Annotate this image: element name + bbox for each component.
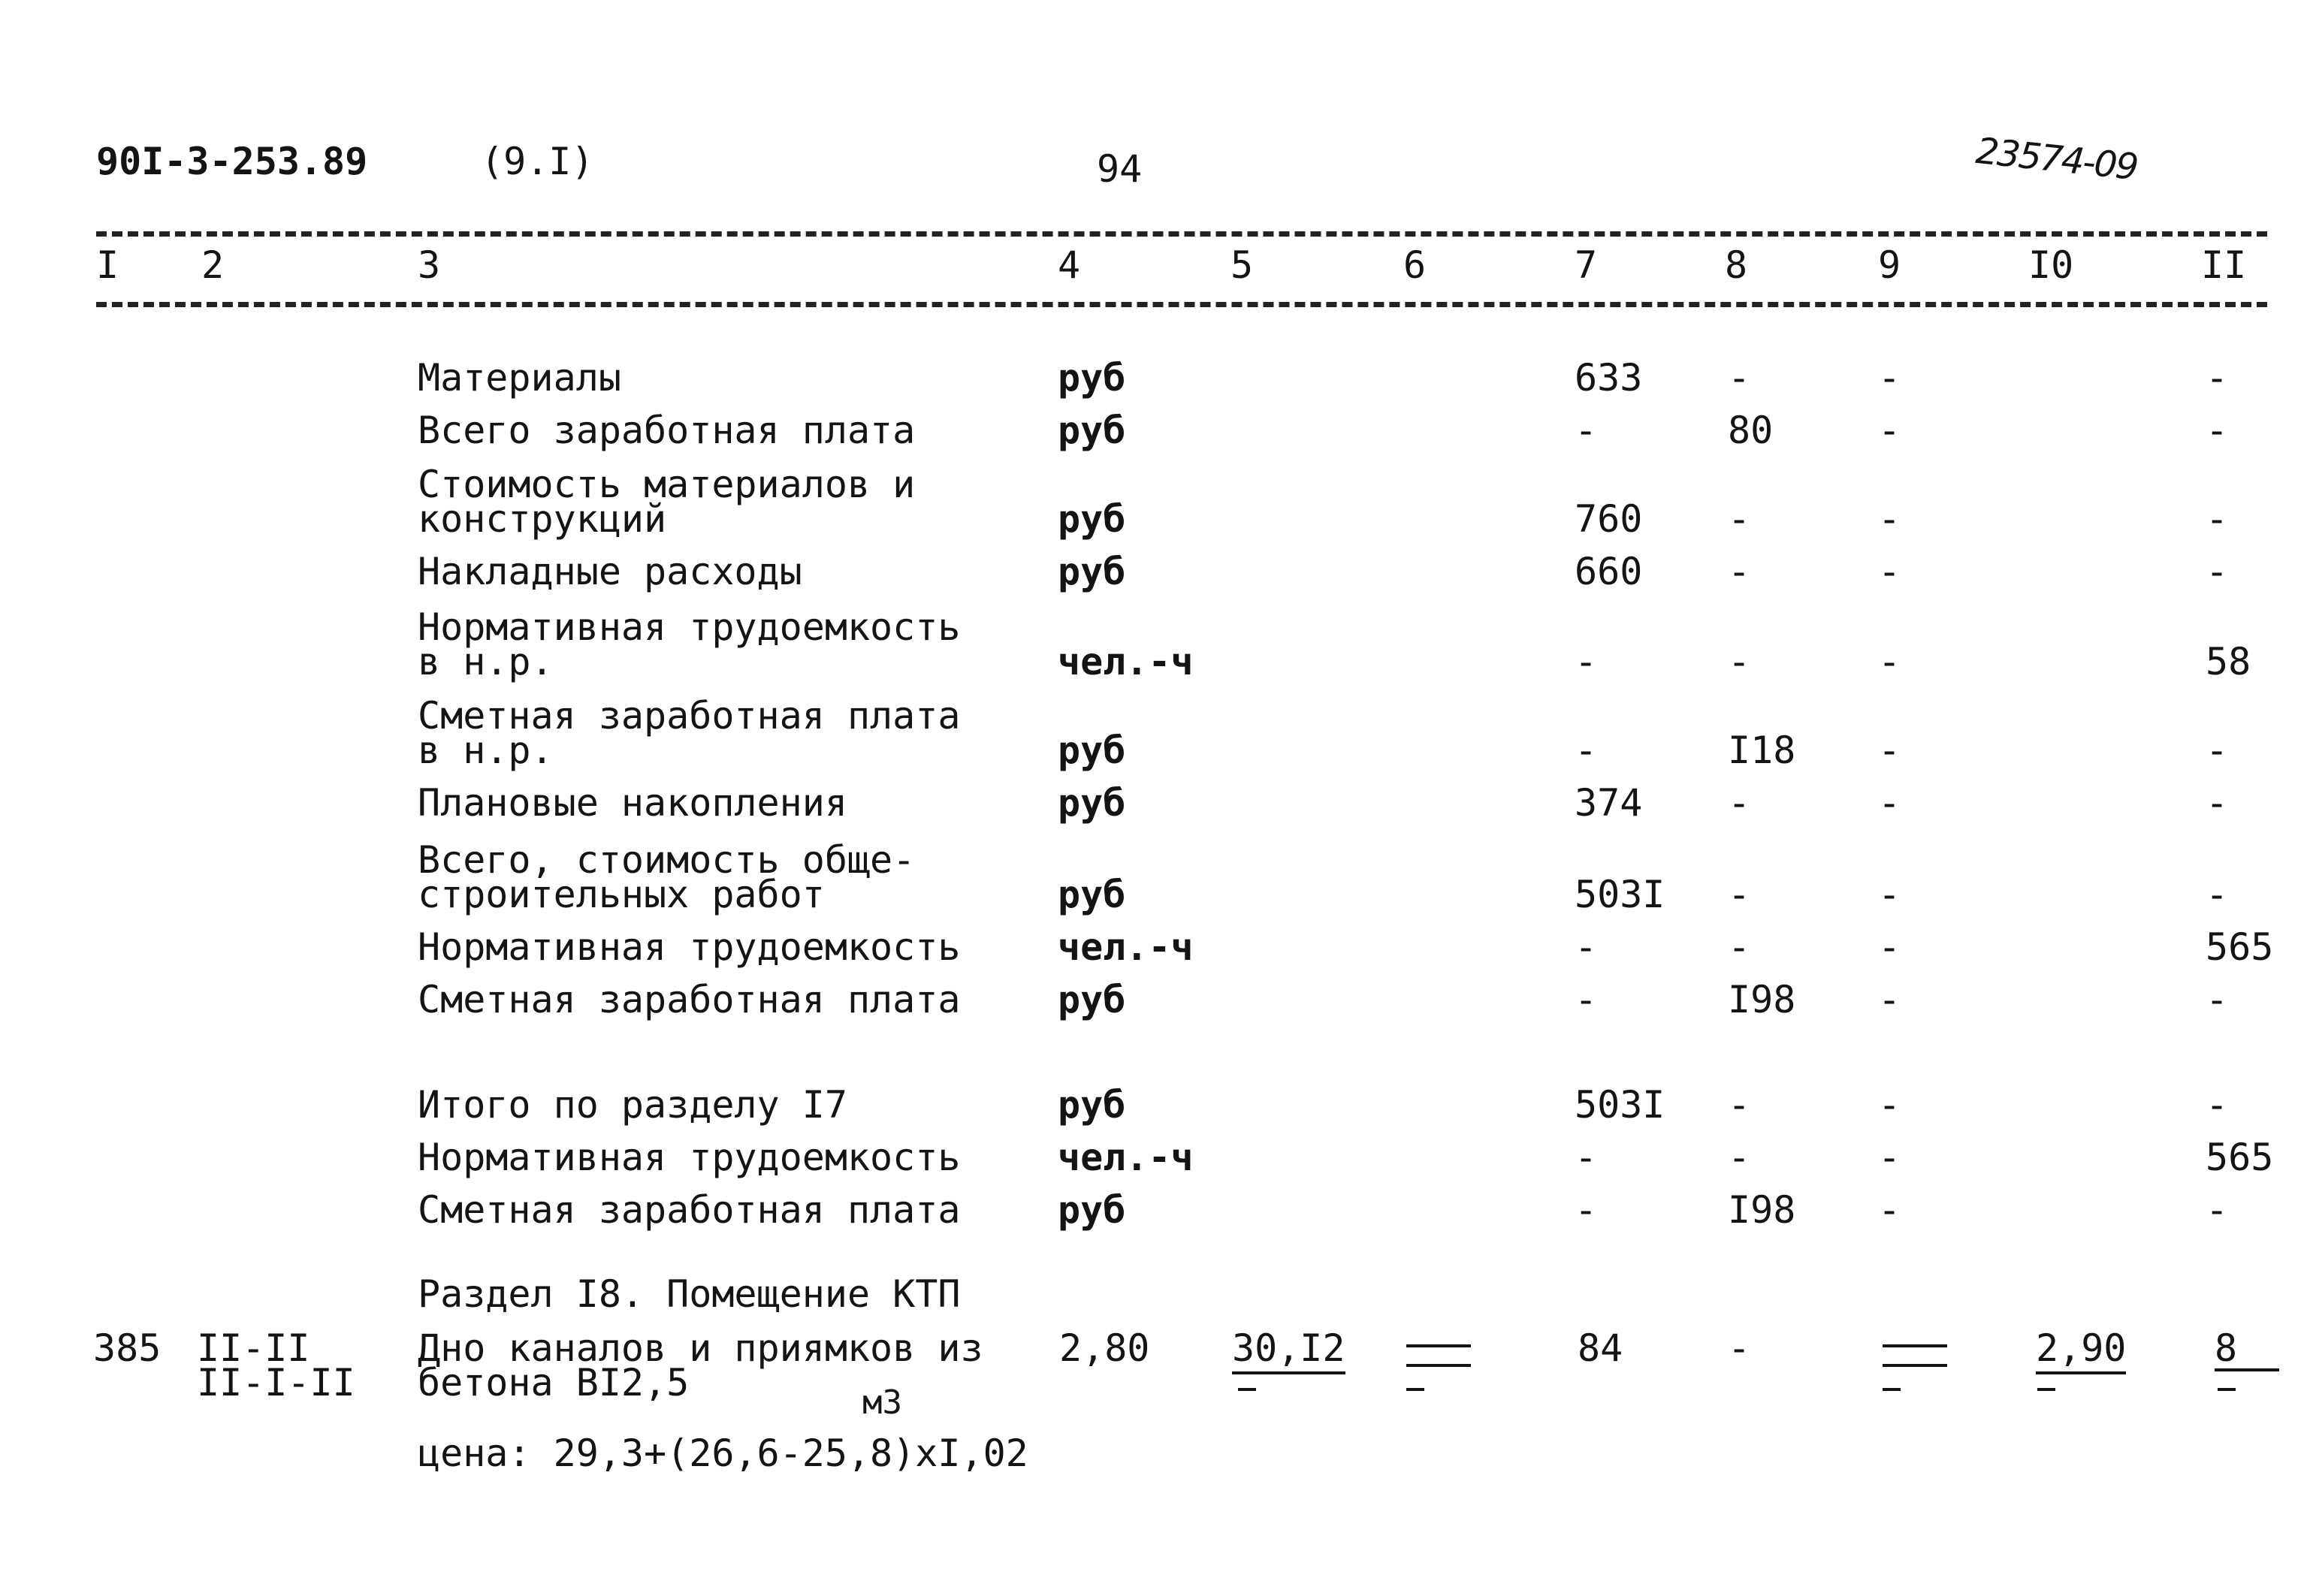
row-col9: - [1878,1136,1901,1179]
item-col4: 2,80 [1059,1326,1150,1370]
column-header-4: 4 [1058,243,1081,287]
page-number: 94 [1097,147,1143,191]
row-col9: - [1878,1188,1901,1232]
row-label: Нормативная трудоемкость [418,605,961,649]
row-col11: 565 [2206,925,2274,969]
item-number: 385 [93,1326,162,1370]
column-header-2: 2 [201,243,225,287]
row-unit: руб [1058,729,1126,772]
row-col11: - [2206,1188,2229,1232]
row-label: Нормативная трудоемкость [418,925,961,969]
price-formula: цена: 29,3+(26,6-25,8)xI,02 [418,1432,1028,1475]
row-col9: - [1878,873,1901,916]
row-col11: 58 [2206,640,2251,683]
row-col9: - [1878,978,1901,1021]
row-col8: I98 [1728,1188,1796,1232]
row-unit: руб [1058,409,1126,452]
row-col7: - [1575,409,1598,452]
row-col11: - [2206,356,2229,400]
row-col11: - [2206,497,2229,541]
item-col5-value: 30,I2 [1232,1326,1345,1374]
row-col7: - [1575,729,1598,772]
row-unit: руб [1058,550,1126,593]
row-col7: 633 [1575,356,1643,400]
column-header-9: 9 [1878,243,1901,287]
row-col8: - [1728,873,1751,916]
row-col11: - [2206,409,2229,452]
row-col8: I98 [1728,978,1796,1021]
col9-subline [1883,1388,1901,1391]
row-col8: - [1728,356,1751,400]
row-col11: - [2206,1083,2229,1127]
item-col8: - [1728,1326,1751,1370]
column-header-10: I0 [2028,243,2074,287]
item-code-2: II-I-II [197,1361,355,1404]
col11-subline [2218,1388,2236,1391]
row-label-continued: строительных работ [418,873,825,916]
row-col7: - [1575,1188,1598,1232]
row-col7: 503I [1575,873,1665,916]
row-col9: - [1878,409,1901,452]
row-col7: 760 [1575,497,1643,541]
header-rule-bottom [96,302,2267,307]
row-label: Итого по разделу I7 [418,1083,847,1127]
row-unit: руб [1058,497,1126,541]
row-col8: - [1728,550,1751,593]
row-label-continued: в н.р. [418,640,554,683]
row-label: Накладные расходы [418,550,802,593]
row-col11: - [2206,781,2229,825]
column-header-7: 7 [1575,243,1598,287]
item-col11 [2215,1326,2279,1371]
row-label: Материалы [418,356,621,400]
col5-subline [1238,1388,1256,1391]
row-label-continued: в н.р. [418,729,554,772]
row-col9: - [1878,640,1901,683]
row-label: Нормативная трудоемкость [418,1136,961,1179]
row-col9: - [1878,550,1901,593]
column-header-11: II [2201,243,2247,287]
row-col9: - [1878,729,1901,772]
row-label-continued: конструкций [418,497,667,541]
column-header-5: 5 [1231,243,1254,287]
row-label: Сметная заработная плата [418,694,961,738]
item-col7: 84 [1578,1326,1623,1370]
item-description-2: бетона BI2,5 [418,1361,690,1404]
row-unit: руб [1058,781,1126,825]
row-unit: чел.-ч [1058,925,1194,969]
row-unit: руб [1058,356,1126,400]
row-col11: 565 [2206,1136,2274,1179]
row-unit: руб [1058,1188,1126,1232]
row-col7: 374 [1575,781,1643,825]
row-col9: - [1878,781,1901,825]
column-header-8: 8 [1725,243,1748,287]
row-unit: руб [1058,978,1126,1021]
column-header-3: 3 [418,243,441,287]
col9-equals-mark [1883,1344,1947,1369]
row-unit: руб [1058,1083,1126,1127]
col6-subline [1406,1388,1424,1391]
row-label: Плановые накопления [418,781,847,825]
row-col8: - [1728,640,1751,683]
row-col11: - [2206,873,2229,916]
row-label: Стоимость материалов и [418,463,916,506]
row-col8: - [1728,497,1751,541]
row-col11: - [2206,729,2229,772]
row-col11: - [2206,550,2229,593]
row-unit: руб [1058,873,1126,916]
inventory-number: 23574-09 [1973,129,2139,189]
row-col9: - [1878,1083,1901,1127]
row-label: Всего заработная плата [418,409,916,452]
item-description-1: Дно каналов и приямков из [418,1326,983,1370]
col6-equals-mark [1406,1344,1471,1369]
row-label: Сметная заработная плата [418,978,961,1021]
row-unit: чел.-ч [1058,1136,1194,1179]
document-part: (9.I) [481,140,594,183]
row-col8: I18 [1728,729,1796,772]
column-header-1: I [96,243,119,287]
document-code: 90I-3-253.89 [96,140,368,183]
row-col7: - [1575,1136,1598,1179]
item-col10 [2036,1326,2127,1370]
row-col9: - [1878,356,1901,400]
row-col8: - [1728,781,1751,825]
col10-subline [2037,1388,2055,1391]
item-col10-value: 2,90 [2036,1326,2126,1374]
column-header-6: 6 [1403,243,1427,287]
row-unit: чел.-ч [1058,640,1194,683]
row-col8: - [1728,1083,1751,1127]
row-col8: - [1728,925,1751,969]
section-title: Раздел I8. Помещение КТП [418,1272,961,1316]
row-col8: - [1728,1136,1751,1179]
row-col9: - [1878,925,1901,969]
row-col7: 503I [1575,1083,1665,1127]
item-col5 [1232,1326,1345,1370]
row-col11: - [2206,978,2229,1021]
header-rule-top [96,231,2267,237]
item-col11-value: 8 [2215,1329,2279,1371]
row-col7: - [1575,640,1598,683]
row-label: Сметная заработная плата [418,1188,961,1232]
row-label: Всего, стоимость обще- [418,838,916,882]
item-unit: м3 [862,1383,902,1422]
row-col7: - [1575,978,1598,1021]
item-code-1: II-II [197,1326,310,1370]
row-col8: 80 [1728,409,1774,452]
row-col9: - [1878,497,1901,541]
row-col7: - [1575,925,1598,969]
row-col7: 660 [1575,550,1643,593]
